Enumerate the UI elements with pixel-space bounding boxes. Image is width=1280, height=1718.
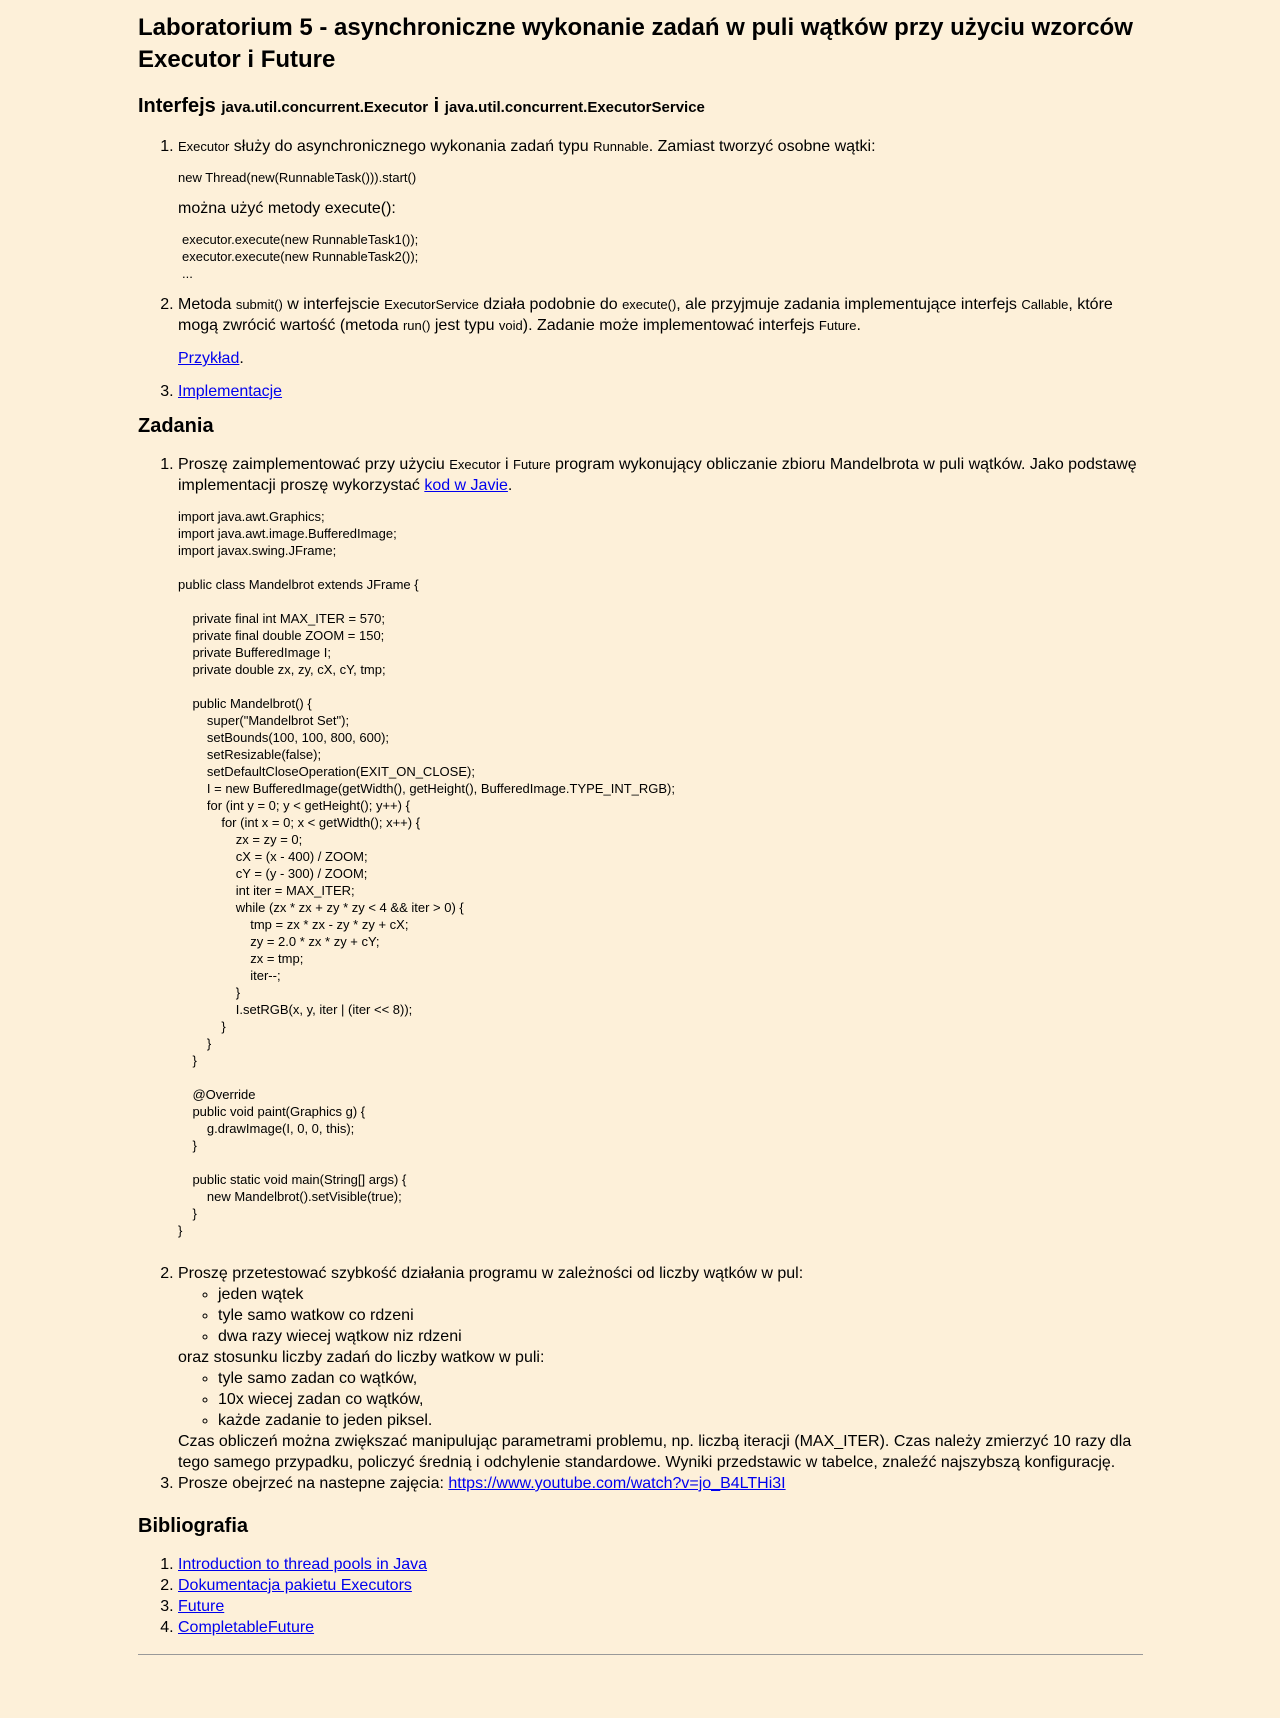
list-item xyxy=(178,294,1143,369)
list-item: ◦ 10x wiecej zadan co wątków, xyxy=(218,1389,1143,1410)
heading-code-executorservice: java.util.concurrent.ExecutorService xyxy=(444,99,705,116)
heading-code-executor: java.util.concurrent.Executor xyxy=(221,99,429,116)
text-fragment: . xyxy=(239,350,244,367)
list-item xyxy=(178,1263,1143,1473)
code-callable: Callable xyxy=(1021,297,1069,312)
text-fragment: program wykonujący obliczanie zbioru Mandelbrota w puli wątków. Jako podstawę implementacji proszę wykorzystać xyxy=(178,456,1137,494)
interfaces-list xyxy=(138,136,1143,402)
text-fragment: . xyxy=(507,477,513,494)
task3-text: Prosze obejrzeć na nastepne zajęcia: xyxy=(178,1475,444,1492)
code-runnable: Runnable xyxy=(593,139,649,154)
text-fragment: działa podobnie do xyxy=(483,296,618,313)
code-executorservice: ExecutorService xyxy=(384,297,479,312)
text-fragment: ). Zadanie może implementować interfejs xyxy=(522,317,815,334)
text-fragment: jest typu xyxy=(434,317,495,334)
bibliography-list xyxy=(138,1554,1143,1638)
list-item xyxy=(178,381,1143,402)
text-fragment: , które mogą zwrócić wartość (metoda xyxy=(178,296,1113,334)
heading-and: i xyxy=(433,95,440,117)
tasks-list xyxy=(138,454,1143,1494)
text-fragment: , ale przyjmuje zadania implementujące interfejs xyxy=(676,296,1017,313)
text-fragment: Proszę zaimplementować przy użyciu xyxy=(178,456,445,473)
code-void: void xyxy=(498,318,523,333)
list-item xyxy=(178,136,1143,282)
example-paragraph xyxy=(178,348,1143,369)
threads-list xyxy=(178,1284,1143,1347)
footer-divider xyxy=(138,1654,1143,1655)
list-item: ◦ tyle samo watkow co rdzeni xyxy=(218,1305,1143,1326)
section-heading-interfaces xyxy=(138,94,1143,120)
implementations-link[interactable]: Implementacje xyxy=(178,383,283,400)
item-text: można użyć metody execute(): xyxy=(178,200,396,217)
text-fragment: . Zamiast tworzyć osobne wątki: xyxy=(648,138,876,155)
list-item xyxy=(178,1575,1143,1596)
list-item xyxy=(178,454,1143,1239)
section-heading-tasks: Zadania xyxy=(138,415,214,437)
item-text xyxy=(178,136,1143,157)
code-executor: Executor xyxy=(449,457,501,472)
ratios-list xyxy=(178,1368,1143,1431)
youtube-link[interactable]: https://www.youtube.com/watch?v=jo_B4LTHi3I xyxy=(448,1475,786,1492)
task2-ratio-intro: oraz stosunku liczby zadań do liczby watkow w puli: xyxy=(178,1349,545,1366)
list-item: ◦ jeden wątek xyxy=(218,1284,1143,1305)
text-fragment: . xyxy=(856,317,861,334)
text-fragment: Metoda xyxy=(178,296,232,313)
bibliography-link[interactable]: Future xyxy=(178,1598,225,1615)
code-future: Future xyxy=(513,457,551,472)
code-executor: Executor xyxy=(178,139,230,154)
page xyxy=(138,0,1143,1655)
code-block-execute: executor.execute(new RunnableTask1()); executor.execute(new RunnableTask2()); ... xyxy=(182,232,419,281)
java-code-link[interactable]: kod w Javie xyxy=(424,477,508,494)
bibliography-link[interactable]: Introduction to thread pools in Java xyxy=(178,1556,428,1573)
section-heading-bibliography: Bibliografia xyxy=(138,1515,249,1537)
item-text xyxy=(178,294,1143,336)
list-item xyxy=(178,1596,1143,1617)
page-title: Laboratorium 5 - asynchroniczne wykonanie zadań w puli wątków przy użyciu wzorców Executor i Future xyxy=(138,14,1133,73)
code-submit: submit() xyxy=(235,297,283,312)
list-item xyxy=(178,1473,1143,1494)
heading-prefix: Interfejs xyxy=(138,95,216,117)
list-item: ◦ dwa razy wiecej wątkow niz rdzeni xyxy=(218,1326,1143,1347)
list-item xyxy=(178,1617,1143,1638)
example-link[interactable]: Przykład xyxy=(178,350,240,367)
bibliography-link[interactable]: CompletableFuture xyxy=(178,1619,315,1636)
mandelbrot-code-block: import java.awt.Graphics; import java.awt.image.BufferedImage; import javax.swing.JFrame; public class Mandelbrot extends JFrame { private final int MAX_ITER = 570; private final double ZOOM = 150; private BufferedImage I; private double zx, zy, cX, cY, tmp; public Mandelbrot() { super("Mandelbrot Set"); setBounds(100, 100, 800, 600); setResizable(false); setDefaultCloseOperation(EXIT_ON_CLOSE); I = new BufferedImage(getWidth(), getHeight(), BufferedImage.TYPE_INT_RGB); for (int y = 0; y < getHeight(); y++) { for (int x = 0; x < getWidth(); x++) { zx = zy = 0; cX = (x - 400) / ZOOM; cY = (y - 300) / ZOOM; int iter = MAX_ITER; while (zx * zx + zy * zy < 4 && iter > 0) { tmp = zx * zx - zy * zy + cX; zy = 2.0 * zx * zy + cY; zx = tmp; iter--; } I.setRGB(x, y, iter | (iter << 8)); } } } @Override public void paint(Graphics g) { g.drawImage(I, 0, 0, this); } public static void main(String[] args) { new Mandelbrot().setVisible(true); } } xyxy=(178,509,675,1238)
list-item: ◦ tyle samo zadan co wątków, xyxy=(218,1368,1143,1389)
list-item: ◦ każde zadanie to jeden piksel. xyxy=(218,1410,1143,1431)
code-future: Future xyxy=(818,318,857,333)
code-execute: execute() xyxy=(622,297,677,312)
text-fragment: w interfejscie xyxy=(287,296,380,313)
task1-text xyxy=(178,454,1143,496)
text-fragment: służy do asynchronicznego wykonania zadań typu xyxy=(233,138,589,155)
bibliography-link[interactable]: Dokumentacja pakietu Executors xyxy=(178,1577,412,1594)
code-block-thread: new Thread(new(RunnableTask())).start() xyxy=(178,170,417,185)
task2-intro: Proszę przetestować szybkość działania programu w zależności od liczby wątków w pul: xyxy=(178,1265,804,1282)
task2-closing: Czas obliczeń można zwiększać manipulując parametrami problemu, np. liczbą iteracji (MAX_ITER). Czas należy zmierzyć 10 razy dla tego samego przypadku, policzyć średnią i odchylenie standardowe. Wyniki przedstawic w tabelce, znaleźć najszybszą konfigurację. xyxy=(178,1433,1132,1471)
list-item xyxy=(178,1554,1143,1575)
code-run: run() xyxy=(402,318,431,333)
text-fragment: i xyxy=(504,456,509,473)
